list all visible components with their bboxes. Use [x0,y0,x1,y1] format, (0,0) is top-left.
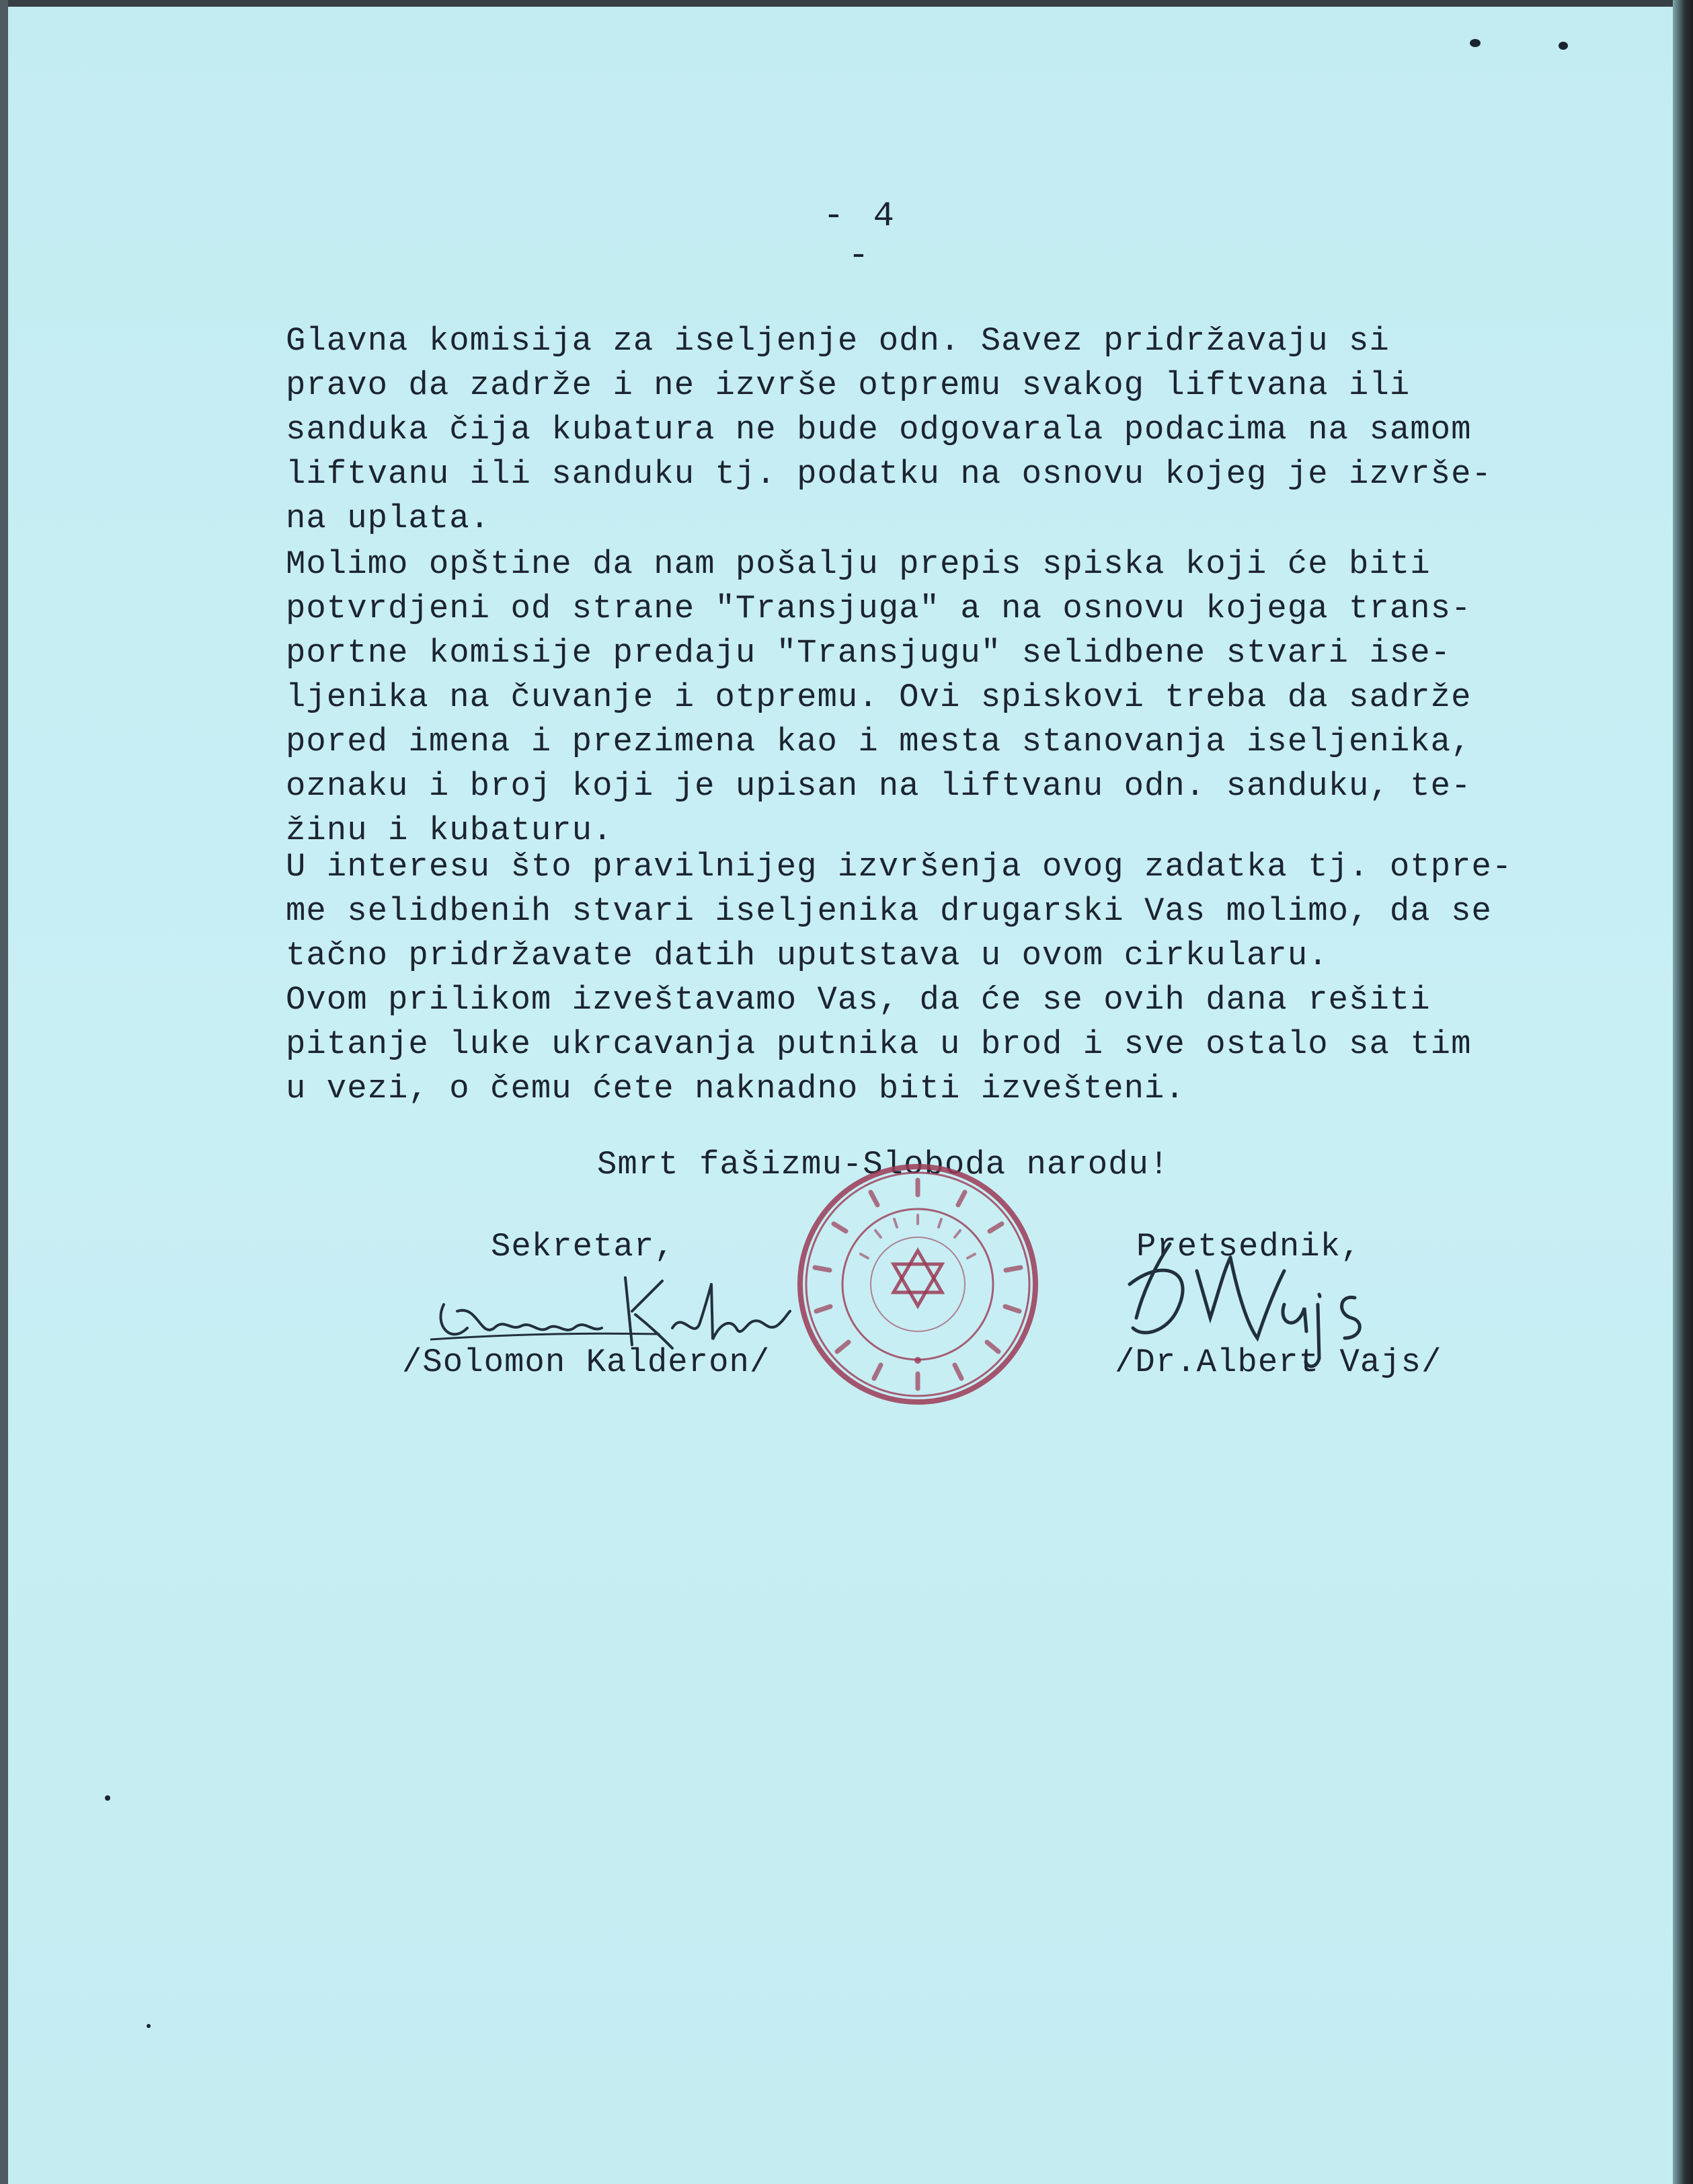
scan-speck [1559,42,1568,50]
paragraph-3 [286,845,1563,978]
text-line: Glavna komisija za iseljenje odn. Savez pridržavaju si [286,322,1390,360]
secretary-name: /Solomon Kalderon/ [402,1343,771,1381]
scan-border-left [0,0,8,2184]
text-line: tačno pridržavate datih uputstava u ovom cirkularu. [286,937,1329,974]
paragraph-1 [286,319,1563,541]
text-line: me selidbenih stvari iseljenika drugarski Vas molimo, da se [286,892,1492,930]
text-line: Ovom prilikom izveštavamo Vas, da će se ovih dana rešiti [286,981,1431,1019]
paragraph-2 [286,542,1563,853]
text-line: liftvanu ili sanduku tj. podatku na osnovu kojeg je izvrše- [286,455,1492,493]
text-line: u vezi, o čemu ćete naknadno biti izvešteni. [286,1070,1185,1107]
text-line: portne komisije predaju "Transjugu" selidbene stvari ise- [286,634,1452,672]
text-line: na uplata. [286,500,491,537]
closing-salutation: Smrt fašizmu-Sloboda narodu! [597,1146,1170,1183]
secretary-role: Sekretar, [491,1228,675,1265]
scan-border-right [1673,0,1693,2184]
scan-speck [1470,39,1481,47]
text-line: pitanje luke ukrcavanja putnika u brod i sve ostalo sa tim [286,1025,1472,1063]
paragraph-4 [286,978,1563,1111]
official-stamp [793,1160,1042,1409]
text-line: U interesu što pravilnijeg izvršenja ovog zadatka tj. otpre- [286,848,1513,886]
text-line: oznaku i broj koji je upisan na liftvanu odn. sanduku, te- [286,767,1472,805]
text-line: ljenika na čuvanje i otpremu. Ovi spiskovi treba da sadrže [286,678,1472,716]
page-number: - 4 - [823,196,898,276]
president-role: Pretsednik, [1136,1228,1362,1265]
text-line: pravo da zadrže i ne izvrše otpremu svakog liftvana ili [286,366,1411,404]
scan-border-top [0,0,1693,7]
scan-speck [147,2024,151,2028]
president-name: /Dr.Albert Vajs/ [1115,1343,1442,1381]
text-line: pored imena i prezimena kao i mesta stanovanja iseljenika, [286,723,1472,760]
text-line: potvrdjeni od strane "Transjuga" a na osnovu kojega trans- [286,590,1472,627]
text-line: Molimo opštine da nam pošalju prepis spiska koji će biti [286,545,1431,583]
text-line: žinu i kubaturu. [286,812,613,849]
scan-speck [105,1795,110,1801]
text-line: sanduka čija kubatura ne bude odgovarala podacima na samom [286,411,1472,448]
